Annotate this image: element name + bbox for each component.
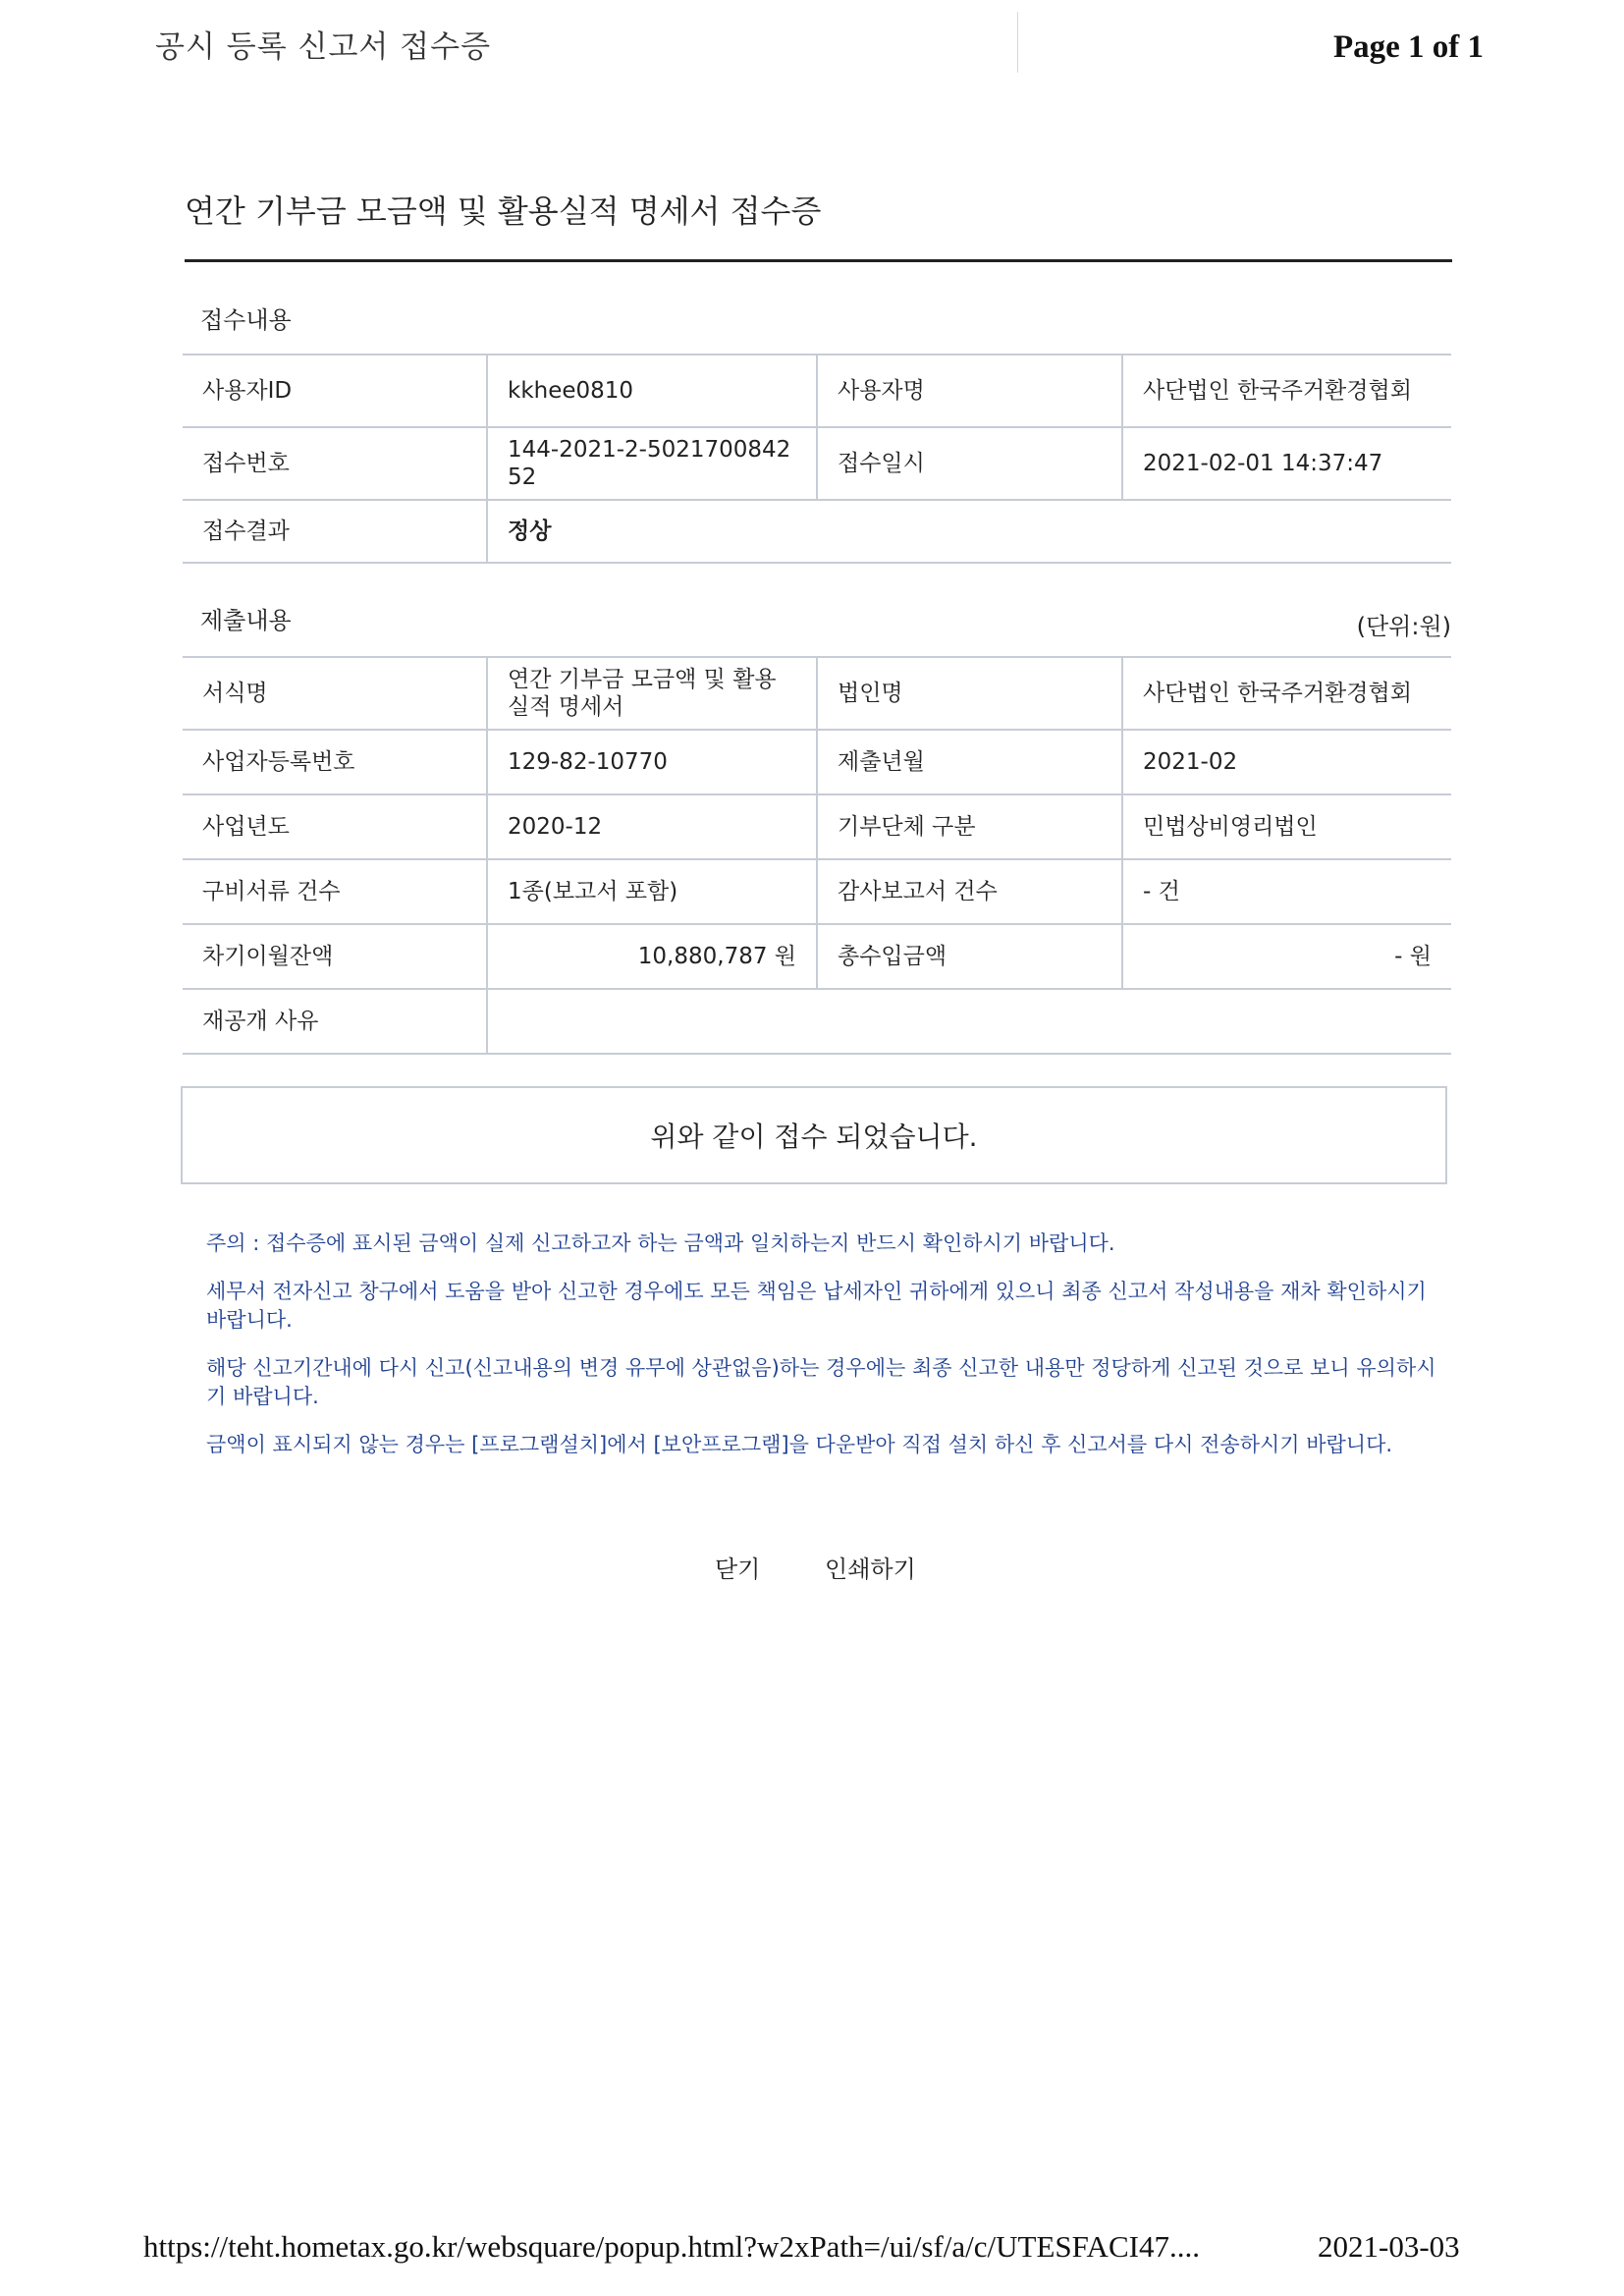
footer-url: https://teht.hometax.go.kr/websquare/popup.html?w2xPath=/ui/sf/a/c/UTESFACI47.... [143,2229,1200,2264]
header-divider [1017,12,1018,73]
reopen-reason-label: 재공개 사유 [183,989,487,1054]
submission-table [183,656,1451,1055]
corp-name-value: 사단법인 한국주거환경협회 [1122,657,1451,730]
form-name-value: 연간 기부금 모금액 및 활용실적 명세서 [487,657,817,730]
unit-label: (단위:원) [1356,613,1451,640]
biz-no-value: 129-82-10770 [487,730,817,794]
note-item: 금액이 표시되지 않는 경우는 [프로그램설치]에서 [보안프로그램]을 다운받아 직접 설치 하신 후 신고서를 다시 전송하시기 바랍니다. [206,1433,1393,1456]
confirmation-message: 위와 같이 접수 되었습니다. [650,1121,978,1153]
note-item: 주의 : 접수증에 표시된 금액이 실제 신고하고자 하는 금액과 일치하는지 반드시 확인하시기 바랍니다. [206,1231,1115,1255]
receipt-table [183,354,1451,564]
total-income-label: 총수입금액 [817,924,1122,989]
notes-list [206,1230,1447,1479]
docs-count-value: 1종(보고서 포함) [487,859,817,924]
table-row [183,427,1451,500]
title-rule [185,259,1452,262]
form-name-label: 서식명 [183,657,487,730]
user-id-label: 사용자ID [183,355,487,427]
user-id-value: kkhee0810 [487,355,817,427]
table-row [183,859,1451,924]
table-row [183,730,1451,794]
table-row [183,657,1451,730]
carryover-label: 차기이월잔액 [183,924,487,989]
window-title: 공시 등록 신고서 접수증 [155,29,492,65]
table-row [183,924,1451,989]
receipt-date-value: 2021-02-01 14:37:47 [1122,427,1451,500]
page-indicator: Page 1 of 1 [1333,29,1485,65]
table-row [183,794,1451,859]
note-item: 세무서 전자신고 창구에서 도움을 받아 신고한 경우에도 모든 책임은 납세자인 귀하에게 있으니 최종 신고서 작성내용을 재차 확인하시기 바랍니다. [206,1280,1427,1332]
org-type-value: 민법상비영리법인 [1122,794,1451,859]
button-bar [715,1550,973,1584]
result-label: 접수결과 [183,500,487,563]
user-name-value: 사단법인 한국주거환경협회 [1122,355,1451,427]
table-row [183,989,1451,1054]
document-title: 연간 기부금 모금액 및 활용실적 명세서 접수증 [185,192,822,230]
submission-section-heading: 제출내용 [200,607,292,634]
total-income-value: - 원 [1122,924,1451,989]
note-item: 해당 신고기간내에 다시 신고(신고내용의 변경 유무에 상관없음)하는 경우에는 최종 신고한 내용만 정당하게 신고된 것으로 보니 유의하시기 바랍니다. [206,1356,1436,1408]
user-name-label: 사용자명 [817,355,1122,427]
corp-name-label: 법인명 [817,657,1122,730]
biz-no-label: 사업자등록번호 [183,730,487,794]
confirmation-box [181,1086,1447,1184]
table-row [183,500,1451,563]
org-type-label: 기부단체 구분 [817,794,1122,859]
carryover-value: 10,880,787 원 [487,924,817,989]
print-button[interactable]: 인쇄하기 [825,1556,916,1583]
submit-month-value: 2021-02 [1122,730,1451,794]
audit-count-value: - 건 [1122,859,1451,924]
footer-date: 2021-03-03 [1318,2229,1460,2264]
biz-year-value: 2020-12 [487,794,817,859]
reopen-reason-value [487,989,1451,1054]
biz-year-label: 사업년도 [183,794,487,859]
audit-count-label: 감사보고서 건수 [817,859,1122,924]
table-row [183,355,1451,427]
close-button[interactable]: 닫기 [715,1556,761,1583]
receipt-no-label: 접수번호 [183,427,487,500]
receipt-date-label: 접수일시 [817,427,1122,500]
submit-month-label: 제출년월 [817,730,1122,794]
receipt-section-heading: 접수내용 [200,306,292,334]
docs-count-label: 구비서류 건수 [183,859,487,924]
receipt-no-value: 144-2021-2-502170084252 [487,427,817,500]
result-status: 정상 [487,500,1451,563]
